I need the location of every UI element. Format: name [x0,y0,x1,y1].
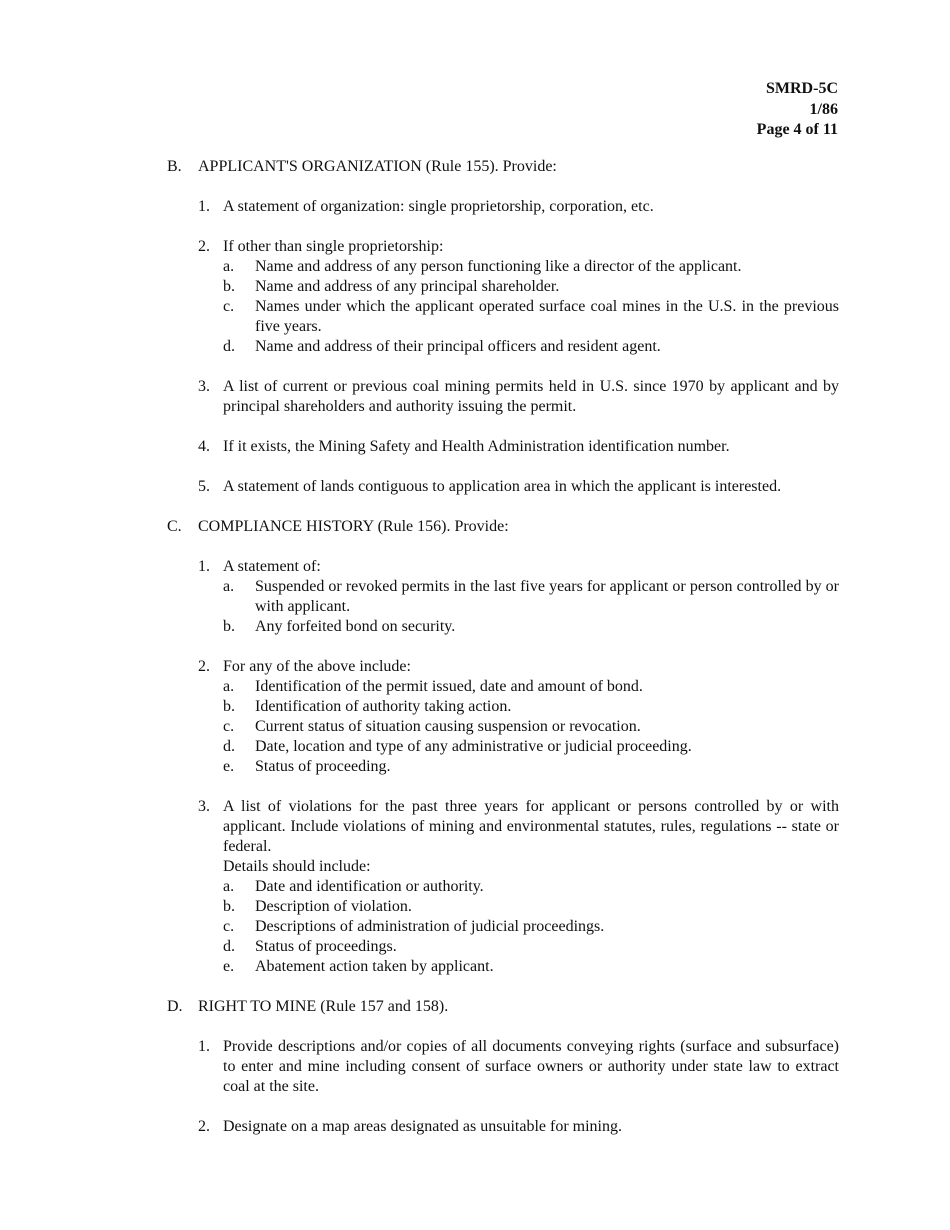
sub-item [223,337,839,357]
sub-item-text: Description of violation. [255,898,412,915]
sub-item [223,737,839,757]
sub-item-label: c. [223,718,235,735]
sub-item-label: b. [223,278,235,295]
section-heading [167,157,839,177]
sub-item [223,897,839,917]
sub-item [223,277,839,297]
document-body [167,157,839,1157]
item-number: 3. [198,798,210,815]
list-item [198,437,839,457]
sub-item [223,697,839,717]
sub-item-text: Name and address of their principal officers and resident agent. [255,338,661,355]
section [167,517,839,977]
sub-item-label: a. [223,578,235,595]
sub-item-label: d. [223,338,235,355]
form-date: 1/86 [809,100,838,118]
section-heading [167,997,839,1017]
item-text: A statement of: [223,558,321,575]
sub-list [223,577,839,637]
sub-item-text: Suspended or revoked permits in the last five years for applicant or person controlled by or with applicant. [255,578,839,615]
section-title: RIGHT TO MINE (Rule 157 and 158). [198,998,449,1015]
section-label: D. [167,998,183,1015]
sub-item-text: Name and address of any person functioning like a director of the applicant. [255,258,742,275]
item-number: 2. [198,238,210,255]
item-text: If it exists, the Mining Safety and Health Administration identification number. [223,438,730,455]
sub-item-label: b. [223,618,235,635]
list-item [198,377,839,417]
sub-item [223,257,839,277]
page-number: Page 4 of 11 [756,121,838,138]
sub-item [223,957,839,977]
section-title: APPLICANT'S ORGANIZATION (Rule 155). Provide: [198,158,557,175]
form-id: SMRD-5C [766,80,838,97]
item-note: Details should include: [223,858,371,875]
sub-item-text: Names under which the applicant operated surface coal mines in the U.S. in the previous five years. [255,298,839,335]
sub-item [223,717,839,737]
sub-item-label: b. [223,898,235,915]
item-number: 2. [198,658,210,675]
sub-item [223,677,839,697]
sub-item [223,877,839,897]
form-header [757,79,838,141]
sub-item-label: a. [223,258,235,275]
sub-item-text: Status of proceedings. [255,938,397,955]
sub-item-label: d. [223,938,235,955]
sub-list [223,257,839,357]
sub-list [223,677,839,777]
sub-item-label: a. [223,678,235,695]
section [167,997,839,1137]
sub-item-label: a. [223,878,235,895]
item-number: 1. [198,198,210,215]
sub-item-label: c. [223,918,235,935]
section [167,157,839,497]
sub-item [223,917,839,937]
list-item [198,1037,839,1097]
item-text: A list of violations for the past three years for applicant or persons controlled by or with applicant. Include violations of mining and environmental statutes, rules, regulations -- state or federal. [223,798,839,855]
item-text: A list of current or previous coal mining permits held in U.S. since 1970 by applicant and by principal shareholders and authority issuing the permit. [223,378,839,415]
sub-item-label: e. [223,958,235,975]
item-text: A statement of organization: single proprietorship, corporation, etc. [223,198,654,215]
list-item [198,1117,839,1137]
sub-item-text: Date, location and type of any administrative or judicial proceeding. [255,738,692,755]
sub-item-text: Date and identification or authority. [255,878,484,895]
item-text: If other than single proprietorship: [223,238,444,255]
list-item [198,197,839,217]
section-items [198,197,839,497]
list-item [198,477,839,497]
sub-item-label: c. [223,298,235,315]
item-number: 4. [198,438,210,455]
item-text: For any of the above include: [223,658,411,675]
sub-item-label: e. [223,758,235,775]
item-text: Designate on a map areas designated as unsuitable for mining. [223,1118,622,1135]
sub-list [223,877,839,977]
item-number: 1. [198,1038,210,1055]
sub-item [223,617,839,637]
list-item [198,237,839,357]
list-item [198,657,839,777]
item-number: 2. [198,1118,210,1135]
section-items [198,557,839,977]
section-title: COMPLIANCE HISTORY (Rule 156). Provide: [198,518,509,535]
sub-item-text: Current status of situation causing suspension or revocation. [255,718,641,735]
item-number: 3. [198,378,210,395]
section-label: B. [167,158,182,175]
section-heading [167,517,839,537]
sub-item-text: Abatement action taken by applicant. [255,958,494,975]
sub-item-label: d. [223,738,235,755]
sub-item-text: Descriptions of administration of judicial proceedings. [255,918,605,935]
sub-item-text: Name and address of any principal shareholder. [255,278,560,295]
sub-item-text: Any forfeited bond on security. [255,618,456,635]
list-item [198,797,839,977]
sub-item [223,757,839,777]
sub-item [223,577,839,617]
item-number: 1. [198,558,210,575]
item-number: 5. [198,478,210,495]
sub-item [223,937,839,957]
sub-item-text: Identification of the permit issued, date and amount of bond. [255,678,643,695]
section-label: C. [167,518,182,535]
sub-item-label: b. [223,698,235,715]
list-item [198,557,839,637]
sub-item-text: Status of proceeding. [255,758,391,775]
item-text: Provide descriptions and/or copies of all documents conveying rights (surface and subsurface) to enter and mine including consent of surface owners or authority under state law to extract coal at the site. [223,1038,839,1095]
sub-item [223,297,839,337]
section-items [198,1037,839,1137]
item-text: A statement of lands contiguous to application area in which the applicant is interested. [223,478,782,495]
sub-item-text: Identification of authority taking action. [255,698,512,715]
